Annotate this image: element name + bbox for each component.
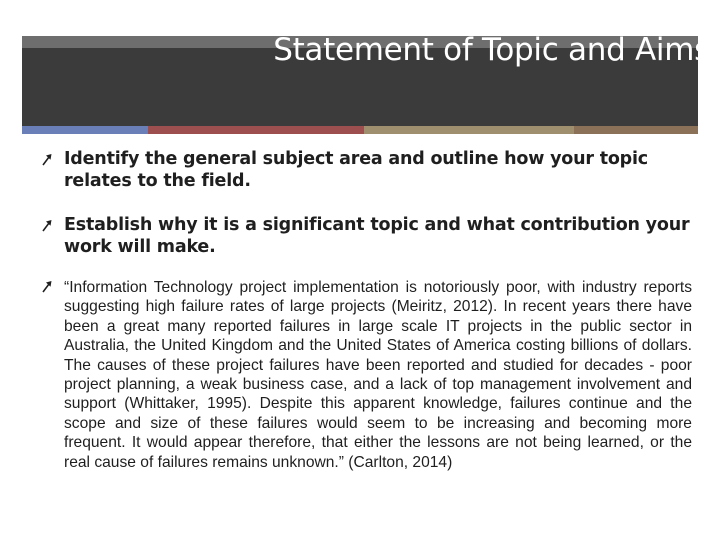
accent-segment-brown <box>574 126 698 134</box>
accent-segment-red <box>148 126 364 134</box>
arrow-up-right-icon <box>42 153 53 166</box>
bullet-text: Establish why it is a significant topic and what contribution your work will make. <box>64 215 690 257</box>
accent-stripe <box>22 126 698 134</box>
arrow-up-right-icon <box>42 219 53 232</box>
bullet-list <box>42 148 692 472</box>
bullet-text: Identify the general subject area and outline how your topic relates to the field. <box>64 149 648 191</box>
arrow-up-right-icon <box>42 280 53 293</box>
accent-segment-blue <box>22 126 148 134</box>
slide-title: Statement of Topic and Aims <box>273 32 710 68</box>
accent-segment-olive <box>364 126 574 134</box>
bullet-item <box>42 278 692 472</box>
bullet-item <box>42 148 692 192</box>
bullet-item <box>42 214 692 258</box>
quote-text: “Information Technology project implementation is notoriously poor, with industry reports suggesting high failure rates of large projects (Meiritz, 2012). In recent years there have been a great many reported failures in large scale IT projects in the public sector in Australia, the United Kingdom and the United States of America costing billions of dollars. The causes of these project failures have been reported and studied for decades - poor project planning, a weak business case, and a lack of top management involvement and support (Whittaker, 1995). Despite this apparent knowledge, failures continue and the scope and size of these failures would seem to be increasing and becoming more frequent. It would appear therefore, that either the lessons are not being learned, or the real cause of failures remains unknown.” (Carlton, 2014) <box>64 279 692 471</box>
